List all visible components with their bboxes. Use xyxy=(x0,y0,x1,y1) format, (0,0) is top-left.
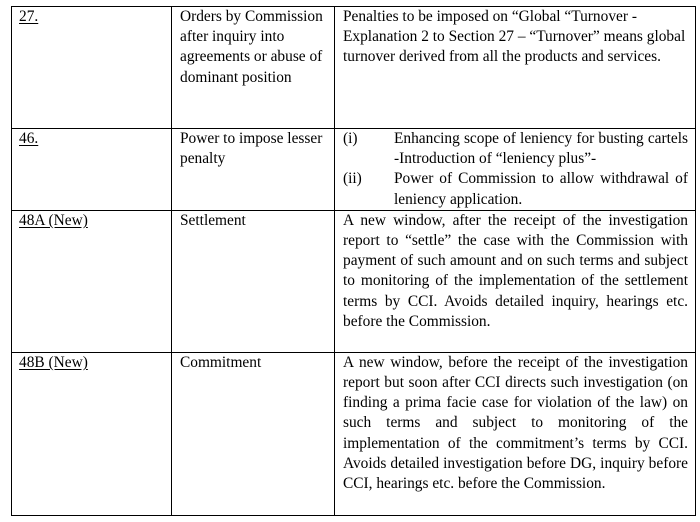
section-title: Orders by Commission after inquiry into agreements or abuse of dominant position xyxy=(180,8,323,86)
section-number-cell xyxy=(12,129,172,211)
section-number: 48B (New) xyxy=(19,353,88,371)
description-cell xyxy=(335,210,696,352)
section-number: 46. xyxy=(19,130,39,147)
description-text: A new window, before the receipt of the investigation report but soon after CCI directs such investigation (on finding a prima facie case for violation of the law) on such terms and subject to monitoring of the implementation of the commitment’s terms by CCI. Avoids detailed investigation before DG, inquiry before CCI, hearings etc. before the Commission. xyxy=(343,353,688,493)
section-title-cell xyxy=(172,210,335,352)
section-title: Settlement xyxy=(180,211,246,229)
description-text: A new window, after the receipt of the investigation report to “settle” the case with the Commission with payment of such amount and on such terms and subject to monitoring of the implementation of the settlement terms by CCI. Avoids detailed inquiry, hearings etc. before the Commission. xyxy=(343,211,688,330)
amendments-table xyxy=(11,6,696,516)
section-title: Power to impose lesser penalty xyxy=(180,130,323,168)
list-item-text: Enhancing scope of leniency for busting cartels -Introduction of “leniency plus”- xyxy=(394,130,688,168)
section-title-cell xyxy=(172,7,335,129)
section-number: 27. xyxy=(19,8,39,25)
list-item-text: Power of Commission to allow withdrawal of leniency application. xyxy=(394,170,688,208)
description-cell xyxy=(335,129,696,211)
section-title-cell xyxy=(172,352,335,515)
section-number-cell xyxy=(12,7,172,129)
section-number-cell xyxy=(12,352,172,515)
table-row xyxy=(12,7,696,129)
list-item xyxy=(343,129,688,169)
table-row xyxy=(12,210,696,352)
description-cell xyxy=(335,352,696,515)
description-text: Penalties to be imposed on “Global “Turnover - Explanation 2 to Section 27 – “Turnover” means global turnover derived from all the products and services. xyxy=(343,8,686,66)
list-item-number: (ii) xyxy=(343,170,362,188)
section-number-cell xyxy=(12,210,172,352)
description-cell xyxy=(335,7,696,129)
section-title: Commitment xyxy=(180,353,262,371)
table-row xyxy=(12,129,696,211)
list-item-number: (i) xyxy=(343,130,358,147)
list-item xyxy=(343,169,688,209)
table-row xyxy=(12,352,696,515)
section-number: 48A (New) xyxy=(19,211,88,229)
section-title-cell xyxy=(172,129,335,211)
